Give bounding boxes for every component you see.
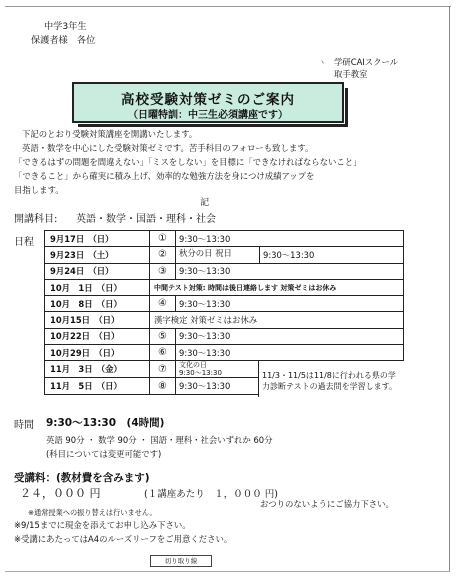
note-2: ※9/15までに現金を添えてお申し込み下さい。 xyxy=(14,520,191,530)
schedule-date: 10月15日 （日） xyxy=(45,312,150,328)
table-row xyxy=(45,312,404,328)
schedule-date: 10月 8日 （日） xyxy=(45,296,150,312)
page-subtitle: （日曜特訓：中三生必須講座です） xyxy=(128,110,288,121)
fee-label: 受講料：(教材費を含みます) xyxy=(14,472,150,484)
schedule-text: 9:30～13:30 xyxy=(176,378,404,394)
page-top-edge xyxy=(5,6,451,7)
time-detail-2: (科目については変更可能です) xyxy=(46,449,162,459)
schedule-text: 漢字検定 対策ゼミはお休み xyxy=(150,312,404,328)
schedule-text: 秋分の日 祝日 xyxy=(179,248,232,259)
schedule-text: 9:30～13:30 xyxy=(176,328,404,344)
title-box xyxy=(72,82,344,123)
page-title: 高校受験対策ゼミのご案内 xyxy=(121,92,295,108)
time-label: 時間 xyxy=(14,420,34,431)
session-number: ③ xyxy=(150,263,176,279)
intro-line-2: 英語・数学を中心にした受験対策ゼミです。苦手科目のフォローも致します。 xyxy=(22,143,314,153)
table-row xyxy=(45,279,404,295)
schedule-date: 9月23日 （土） xyxy=(45,247,150,263)
page-right-edge xyxy=(449,6,450,572)
schedule-label: 日程 xyxy=(14,237,34,248)
schedule-text: 9:30～13:30 xyxy=(176,263,404,279)
table-row xyxy=(45,345,404,361)
table-row xyxy=(45,247,404,263)
intro-line-5: 目指します。 xyxy=(14,185,64,195)
intro-line-4: 「できること」から確実に積み上げ、効率的な勉強方法を身につけ成績アップを xyxy=(14,171,315,181)
schedule-time: 9:30～13:30 xyxy=(179,369,222,378)
schedule-date: 10月 1日 （日） xyxy=(45,279,150,295)
cut-line-label: 切り取り線 xyxy=(150,555,212,567)
classroom-name: 取手教室 xyxy=(334,69,368,79)
note-1: ※通常授業への振り替えは行いません。 xyxy=(28,508,157,517)
subjects-value: 英語・数学・国語・理科・社会 xyxy=(76,214,216,225)
note-3: ※受講にあたってはA4のルーズリーフをご用意ください。 xyxy=(14,534,233,544)
table-row xyxy=(45,231,404,247)
time-value: 9:30～13:30 (4時間) xyxy=(46,417,165,429)
schedule-date: 10月22日 （日） xyxy=(45,328,150,344)
table-row xyxy=(45,263,404,279)
session-number: ⑥ xyxy=(150,345,176,361)
session-number: ⑦ xyxy=(150,361,176,378)
table-row xyxy=(45,296,404,312)
time-detail-1: 英語 90分 ・ 数学 90分 ・ 国語・理科・社会いずれか 60分 xyxy=(46,435,273,445)
schedule-text: 9:30～13:30 xyxy=(176,296,404,312)
session-number: ② xyxy=(150,247,176,263)
session-number: ⑤ xyxy=(150,328,176,344)
page-bottom-edge xyxy=(5,571,450,572)
note-divider xyxy=(258,361,259,397)
schedule-date: 9月24日 （日） xyxy=(45,263,150,279)
subjects-label: 開講科目: xyxy=(14,214,58,225)
intro-line-3: 「できるはずの問題を間違えない」「ミスをしない」を目標に「できなければならないこと」 xyxy=(14,157,362,167)
schedule-date: 9月17日 （日） xyxy=(45,231,150,247)
schedule-text: 9:30～13:30 xyxy=(176,231,404,247)
table-row xyxy=(45,328,404,344)
schedule-text: 9:30～13:30 xyxy=(176,345,404,361)
schedule-text: 文化の日 xyxy=(179,361,207,370)
schedule-note: 11/3・11/5は11/8に行われる県の学力診断テストの過去問を学習します。 xyxy=(262,371,398,391)
intro-line-1: 下記のとおり受験対策講座を開講いたします。 xyxy=(22,129,198,139)
school-logo-icon: ヽ xyxy=(318,57,327,67)
fee-change-note: おつりのないようにご協力下さい。 xyxy=(260,499,394,509)
session-number: ⑧ xyxy=(150,378,176,394)
cell-divider xyxy=(259,247,260,262)
schedule-date: 11月 3日 （金） xyxy=(45,361,150,378)
fee-amount: ２４，０００ 円 xyxy=(20,487,101,500)
grade-label: 中学3年生 xyxy=(44,21,87,32)
schedule-time: 9:30～13:30 xyxy=(263,249,315,260)
session-number: ① xyxy=(150,231,176,247)
session-number: ④ xyxy=(150,296,176,312)
schedule-date: 11月 5日 （日） xyxy=(45,378,150,394)
ki-mark: 記 xyxy=(200,197,210,208)
school-name: 学研CAIスクール xyxy=(334,57,399,67)
addressee: 保護者様 各位 xyxy=(31,35,96,46)
schedule-text: 中間テスト対策: 時間は後日連絡します 対策ゼミはお休み xyxy=(150,279,404,295)
schedule-date: 10月29日 （日） xyxy=(45,345,150,361)
fee-per-session: (１講座あたり １，０００ 円) xyxy=(144,489,278,500)
